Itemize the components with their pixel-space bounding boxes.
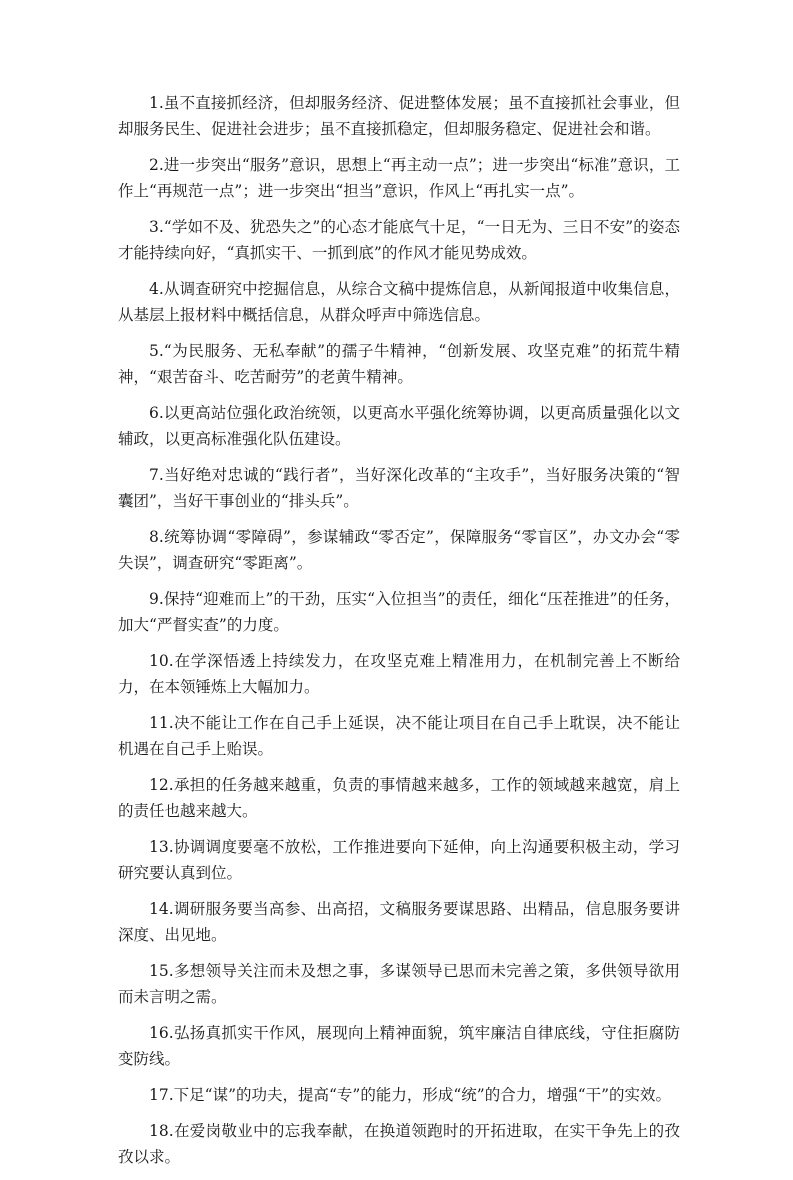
paragraph-11: 11.决不能让工作在自己手上延误，决不能让项目在自己手上耽误，决不能让机遇在自己手上贻误。 (118, 714, 680, 758)
paragraph-1: 1.虽不直接抓经济，但却服务经济、促进整体发展；虽不直接抓社会事业，但却服务民生、促进社会进步；虽不直接抓稳定，但却服务稳定、促进社会和谐。 (118, 94, 680, 138)
paragraph-3: 3.“学如不及、犹恐失之”的心态才能底气十足，“一日无为、三日不安”的姿态才能持续向好，“真抓实干、一抓到底”的作风才能见势成效。 (118, 218, 680, 262)
paragraph-18: 18.在爱岗敬业中的忘我奉献，在换道领跑时的开拓进取，在实干争先上的孜孜以求。 (118, 1122, 680, 1166)
paragraph-7: 7.当好绝对忠诚的“践行者”，当好深化改革的“主攻手”，当好服务决策的“智囊团”，当好干事创业的“排头兵”。 (118, 466, 680, 510)
paragraph-15: 15.多想领导关注而未及想之事，多谋领导已思而未完善之策，多供领导欲用而未言明之需。 (118, 962, 680, 1006)
paragraph-8: 8.统筹协调“零障碍”，参谋辅政“零否定”，保障服务“零盲区”，办文办会“零失误”，调查研究“零距离”。 (118, 528, 680, 572)
paragraph-14: 14.调研服务要当高参、出高招，文稿服务要谋思路、出精品，信息服务要讲深度、出见地。 (118, 900, 680, 944)
paragraph-2: 2.进一步突出“服务”意识，思想上“再主动一点”；进一步突出“标准”意识，工作上“再规范一点”；进一步突出“担当”意识，作风上“再扎实一点”。 (118, 156, 680, 200)
paragraph-9: 9.保持“迎难而上”的干劲，压实“入位担当”的责任，细化“压茬推进”的任务，加大“严督实查”的力度。 (118, 590, 680, 634)
paragraph-4: 4.从调查研究中挖掘信息，从综合文稿中提炼信息，从新闻报道中收集信息，从基层上报材料中概括信息，从群众呼声中筛选信息。 (118, 280, 680, 324)
paragraph-17: 17.下足“谋”的功夫，提高“专”的能力，形成“统”的合力，增强“干”的实效。 (149, 1086, 672, 1104)
paragraph-16: 16.弘扬真抓实干作风，展现向上精神面貌，筑牢廉洁自律底线，守住拒腐防变防线。 (118, 1024, 680, 1068)
paragraph-10: 10.在学深悟透上持续发力，在攻坚克难上精准用力，在机制完善上不断给力，在本领锤炼上大幅加力。 (118, 652, 680, 696)
paragraph-6: 6.以更高站位强化政治统领，以更高水平强化统筹协调，以更高质量强化以文辅政，以更高标准强化队伍建设。 (118, 404, 680, 448)
paragraph-13: 13.协调调度要毫不放松，工作推进要向下延伸，向上沟通要积极主动，学习研究要认真到位。 (118, 838, 680, 882)
paragraph-12: 12.承担的任务越来越重，负责的事情越来越多，工作的领域越来越宽，肩上的责任也越来越大。 (118, 776, 680, 820)
document-body (118, 90, 680, 1180)
paragraph-5: 5.“为民服务、无私奉献”的孺子牛精神，“创新发展、攻坚克难”的拓荒牛精神，“艰苦奋斗、吃苦耐劳”的老黄牛精神。 (118, 342, 680, 386)
